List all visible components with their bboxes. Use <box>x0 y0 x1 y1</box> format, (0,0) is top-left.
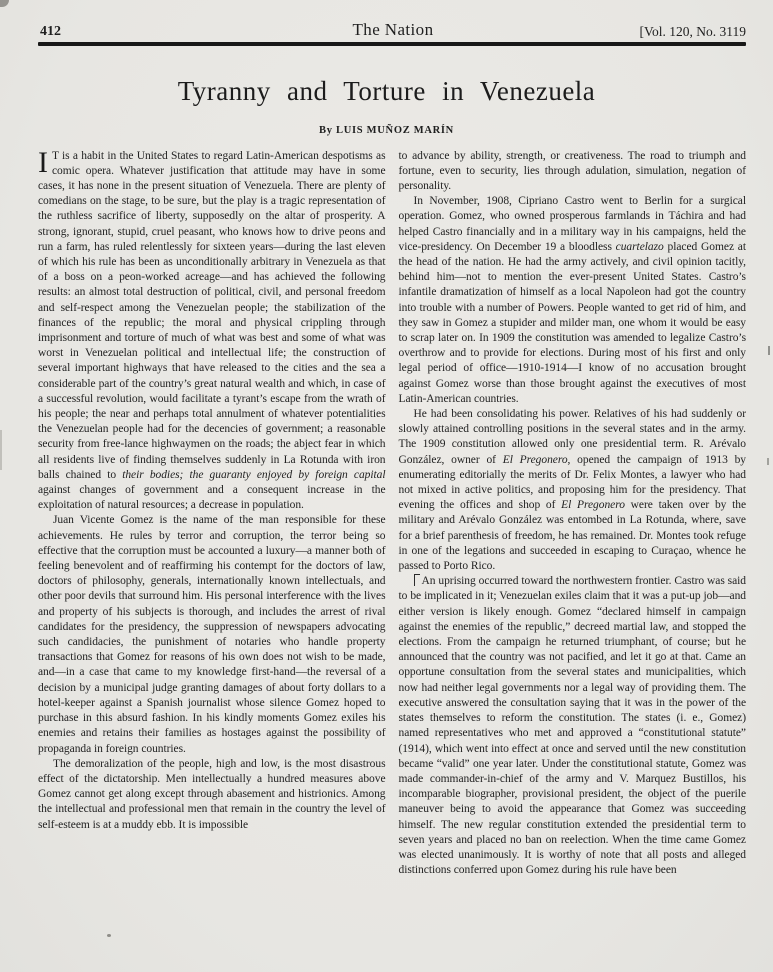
article-title: Tyranny and Torture in Venezuela <box>177 75 596 106</box>
paragraph <box>399 407 747 574</box>
drop-cap: I <box>38 145 48 179</box>
body-text: He had been consolidating his power. Relatives of his had suddenly or slowly attained controlling positions in the several states and in the army. The 1909 constitution allowed only one presidential term. R. Arévalo González, owner of <box>398 408 746 466</box>
body-text: placed Gomez at the head of the nation. He had the army actively, and civil opinion tacitly, behind him—not to mention the ever-present United States. Castro’s infantile dramatization of himself as a local Napoleon had got the country into trouble with a number of Powers. People wanted to get rid of him, and they saw in Gomez a stupider and milder man, one whom it would be easy to scrap later on. In 1909 the constitution was amended to legalize Castro’s overthrow and to provide for elections. During most of his first and only legal period of office—1910-1914—I know of no accusation brought against Gomez worse than those brought against the executives of most Latin-American countries. <box>398 240 746 405</box>
body-text: Juan Vicente Gomez is the name of the man responsible for these achievements. He rules by terror and corruption, the terror being so effective that the corruption must be accounted a luxury—a manner both of feeling benevolent and of reaffirming his contempt for the doctors of law, doctors of philosophy, generals, internationally known intellectuals, and other poor devils that surround him. His personal interference with the lives and property of his subjects is thorough, and includes the arrest of rival candidates for the presidency, the suppression of newspapers advocating such candidacies, the punishment of notaries who handle property transactions that Gomez for reasons of his own does not wish to be made, and—in a case that came to my knowledge first-hand—the reversal of a decision by a municipal judge granting damages of about forty dollars to a hotel-keeper against a Spanish journalist whose silence Gomez hoped to purchase in this absurd fashion. In his kindly moments Gomez exiles his enemies and retains their families as hostages against the possibility of propaganda in foreign countries. <box>38 514 386 755</box>
paragraph <box>399 149 747 195</box>
corner-bracket-mark <box>414 574 420 586</box>
body-text: against changes of government and a consequent increase in the exploitation of natural resources; a decrease in population. <box>38 484 386 512</box>
paragraph <box>399 194 747 407</box>
page-number: 412 <box>40 24 61 39</box>
body-text: T is a habit in the United States to regard Latin-American despotisms as comic opera. Whatever justification that attitude may have in some cases, it has none in the present situation of Venezuela. There are plenty of comedians on the stage, to be sure, but the play is a tragic representation of the ruthless sacrifice of liberty, supposedly on the altar of prosperity. A strong, ignorant, stupid, cruel peasant, who knows how to drive peons and run a farm, has ruled relentlessly for sixteen years—during the last eleven of which his rule has been as unconditionally arbitrary in Venezuela as that of a boss on a peon-worked acreage—and has achieved the following results: an almost total destruction of political, civil, and personal freedom and self-respect among the Venezuelan people; the stabilization of the finances of the republic; the moral and physical crippling through imprisonment and torture of much of what was best and some of what was worst in Venezuelan political and intellectual life; the construction of several important highways that have released to the cities and the sea a considerable part of the country’s great natural wealth and which, in case of a successful revolution, would facilitate a tyrant’s escape from the wrath of his people; the near and perhaps total annulment of whatever potentialities the Venezuelan people had for the decencies of government; a reasonable security from free-lance highwaymen on the roads; the abject fear in which all residents live of finding themselves suddenly in La Rotunda with iron balls chained to <box>38 149 386 481</box>
paragraph <box>38 145 386 514</box>
italic-text: cuartelazo <box>615 240 664 253</box>
issue-info: [Vol. 120, No. 3119 <box>639 24 746 39</box>
body-text: The demoralization of the people, high and low, is the most disastrous effect of the dictatorship. Men intellectually a hundred measures above Gomez cannot get along except through abasement and histrionics. Among the intellectual and professional men that remain in the country the level of self-esteem is at a muddy ebb. It is impossible <box>38 757 386 831</box>
body-text: to advance by ability, strength, or creativeness. The road to triumph and fortune, even to security, lies through adulation, simulation, negation of personality. <box>398 149 746 192</box>
paragraph <box>399 574 747 878</box>
italic-text: El Pregonero <box>561 499 625 512</box>
header-rule <box>38 42 746 46</box>
left-column <box>38 145 386 879</box>
article-body <box>0 136 773 879</box>
article-byline: By LUIS MUÑOZ MARÍN <box>319 124 454 136</box>
italic-text: their bodies; the guaranty enjoyed by foreign capital <box>122 468 386 481</box>
body-text: An uprising occurred toward the northwestern frontier. Castro was said to be implicated in it; Venezuelan exiles claim that it was a put-up job—and either version is likely enough. Gomez “declared himself in campaign against the enemies of the republic,” decreed martial law, and stopped the elections. From the campaign he returned triumphant, of course; but he announced that the country was not pacified, and let it go at that. Came an opportune consultation from the several states and municipalities, which now had neither legal governments nor a legal way of providing them. The executive answered the consultation saying that it was in the power of the states themselves to reform the constitution. The states (i. e., Gomez) named representatives who met and approved a “constitutional statute” (1914), which went into effect at once and served until the new constitution became “valid” one year later. Under the constitutional statute, Gomez was made commander-in-chief of the army and V. Marquez Bustillos, his incomparable biographer, provisional president, the object of the puerile maneuver being to avoid the appearance that Gomez was succeeding himself. The new regular constitution extended the presidential term to seven years and placed no ban on reelection. When the time came Gomez was elected unanimously. It is worthy of note that all posts and alleged distinctions conferred upon Gomez during his rule have been <box>398 575 746 877</box>
scan-artifact <box>107 934 111 937</box>
masthead <box>0 0 773 40</box>
right-column <box>399 149 747 879</box>
paragraph <box>38 513 386 756</box>
body-text: were taken over by the military and Arévalo González was entombed in La Rotunda, where, save for a brief parenthesis of freedom, he has remained. Dr. Montes took refuge in one of the legations and succeeded in escaping to Curaçao, whence he passed to Porto Rico. <box>398 499 747 573</box>
journal-title: The Nation <box>352 20 434 39</box>
body-text: In November, 1908, Cipriano Castro went to Berlin for a surgical operation. Gomez, who owned prosperous farmlands in Táchira and had helped Castro financially and in a military way in his campaigns, held the vice-presidency. On December 19 a bloodless <box>398 195 746 253</box>
italic-text: El Pregonero <box>502 453 568 466</box>
paragraph <box>38 757 386 833</box>
body-text: , opened the campaign of 1913 by enumerating editorially the merits of Dr. Felix Montes, a lawyer who had not mixed in active politics, and proposing him for the presidency. That evening the offices and shop of <box>398 453 746 512</box>
